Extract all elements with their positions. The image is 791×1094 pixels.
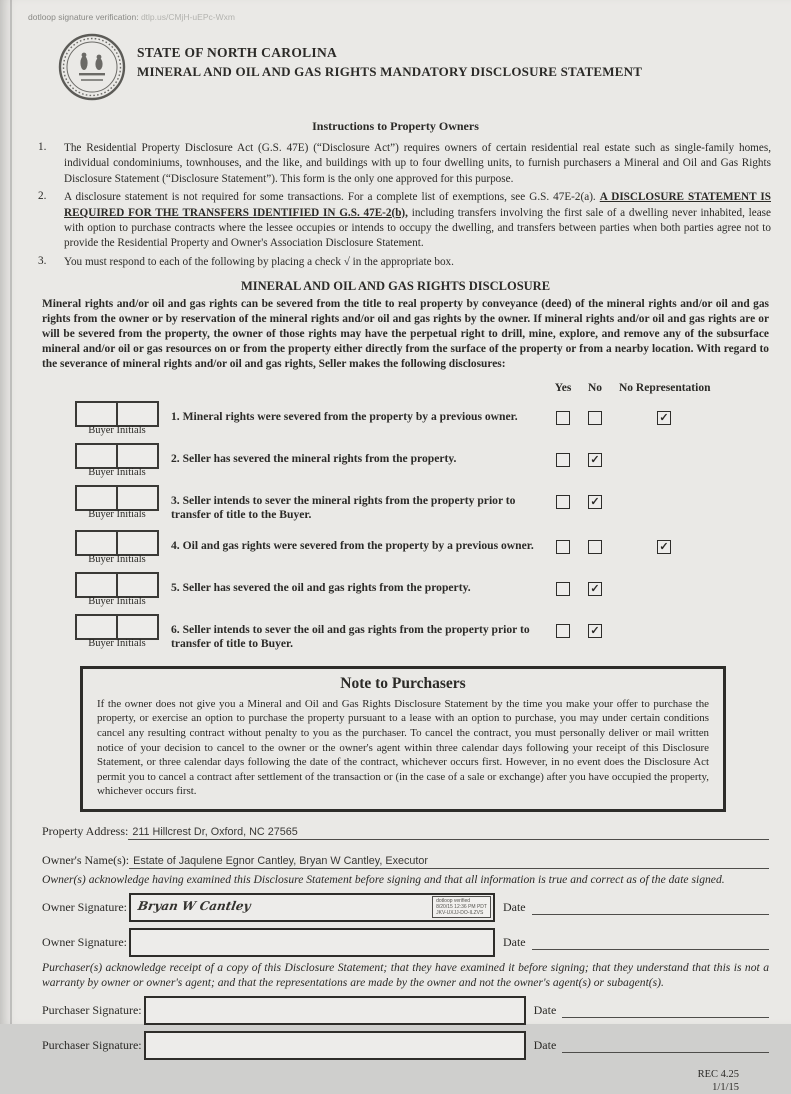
owners-names-row <box>42 853 769 869</box>
question-number: 2. <box>171 451 180 465</box>
instruction-item-1 <box>38 141 771 187</box>
buyer-initials-label: Buyer Initials <box>88 424 146 436</box>
owner-signature-row-2 <box>42 928 769 957</box>
buyer-initials-field[interactable] <box>75 443 159 478</box>
date-field[interactable] <box>562 1038 769 1053</box>
no-representation-checkbox[interactable]: ✓ <box>657 540 671 554</box>
question-number: 4. <box>171 538 180 552</box>
yes-checkbox[interactable] <box>556 582 570 596</box>
purchaser-acknowledgment-text: Purchaser(s) acknowledge receipt of a copy of this Disclosure Statement; that they have examined it before signing; that they understand that this is not a warranty by owner or owner's agent; and that the representations are made by the owner and not the owner's agent(s) or subagent(s). <box>42 961 769 989</box>
buyer-initials-label: Buyer Initials <box>88 595 146 607</box>
question-text <box>171 530 547 554</box>
date-label: Date <box>533 1038 557 1053</box>
stamp-line-3: JKV-UXJJ-DO-ILZVS <box>436 910 484 917</box>
owner-signature-label: Owner Signature: <box>42 935 127 950</box>
question-number: 3. <box>171 493 180 507</box>
no-checkbox[interactable] <box>588 411 602 425</box>
question-body: Seller intends to sever the mineral rights from the property prior to transfer of title to the Buyer. <box>171 493 516 522</box>
state-name: STATE OF NORTH CAROLINA <box>137 45 338 60</box>
purchaser-signature-row-2 <box>42 1031 769 1060</box>
owner-signature-field[interactable] <box>129 893 495 922</box>
dotloop-verification-line <box>0 0 791 22</box>
question-row-5 <box>75 572 771 607</box>
buyer-initials-box[interactable] <box>118 401 159 427</box>
no-checkbox[interactable] <box>588 540 602 554</box>
buyer-initials-boxes[interactable] <box>75 485 159 511</box>
no-checkbox[interactable]: ✓ <box>588 453 602 467</box>
buyer-initials-label: Buyer Initials <box>88 553 146 565</box>
property-address-label: Property Address: <box>42 823 129 838</box>
stamp-line-1: dotloop verified <box>436 898 471 905</box>
instruction-item-2 <box>38 190 771 252</box>
question-row-3 <box>75 485 771 523</box>
question-body: Mineral rights were severed from the property by a previous owner. <box>182 409 518 423</box>
question-text <box>171 401 547 425</box>
answer-columns-header <box>75 382 771 394</box>
buyer-initials-box[interactable] <box>118 443 159 469</box>
instruction-number: 1. <box>38 141 47 153</box>
question-text <box>171 572 547 596</box>
document-header <box>57 32 791 107</box>
no-checkbox[interactable]: ✓ <box>588 624 602 638</box>
stamp-line-2: 8/20/15 12:36 PM PDT <box>436 904 487 911</box>
owner-signature-label: Owner Signature: <box>42 900 127 915</box>
owner-signature-row-1 <box>42 893 769 922</box>
disclosure-body: Mineral rights and/or oil and gas rights can be severed from the title to real property by conveyance (deed) of the mineral rights and/or oil and gas rights from the owner or by reservation of the mineral rights and/or oil and gas rights by the owner. If mineral rights and/or oil and gas rights are or will be severed from the property, the owner of those rights may have the perpetual right to drill, mine, explore, and remove any of the subsurface mineral and/or oil or gas resources on or from the property either directly from the surface of the property or from a nearby location. With regard to the severance of mineral rights and/or oil and gas rights, Seller makes the following disclosures: <box>42 298 769 370</box>
question-number: 6. <box>171 622 180 636</box>
instruction-text-underlined: A DISCLOSURE STATEMENT IS REQUIRED FOR THE TRANSFERS IDENTIFIED IN G.S. 47E-2(b), <box>64 191 771 219</box>
date-field[interactable] <box>532 935 769 950</box>
buyer-initials-box[interactable] <box>75 485 118 511</box>
instruction-text-pre: A disclosure statement is not required for some transactions. For a complete list of exemptions, see G.S. 47E-2(a). <box>64 191 600 204</box>
buyer-initials-label: Buyer Initials <box>88 637 146 649</box>
purchaser-signature-field[interactable] <box>144 996 526 1025</box>
buyer-initials-box[interactable] <box>75 614 118 640</box>
verification-url: dtlp.us/CMjH-uEPc-Wxm <box>140 12 235 22</box>
disclosure-heading: MINERAL AND OIL AND GAS RIGHTS DISCLOSURE <box>240 279 551 294</box>
buyer-initials-box[interactable] <box>75 572 118 598</box>
owner-acknowledgment-text: Owner(s) acknowledge having examined this Disclosure Statement before signing and that all information is true and correct as of the date signed. <box>42 872 725 886</box>
question-row-1 <box>75 401 771 436</box>
instruction-text-post: including transfers involving the first sale of a dwelling never inhabited, lease with option to purchase contracts where the lessee occupies or intends to occupy the dwelling, and transfers between parties when both parties agree not to provide the Residential Property and Owner's Association Disclosure Statement. <box>64 206 772 250</box>
instructions-heading: Instructions to Property Owners <box>312 119 479 133</box>
buyer-initials-box[interactable] <box>75 443 118 469</box>
document-title: MINERAL AND OIL AND GAS RIGHTS MANDATORY DISCLOSURE STATEMENT <box>137 64 643 79</box>
no-representation-checkbox[interactable]: ✓ <box>657 411 671 425</box>
buyer-initials-field[interactable] <box>75 485 159 520</box>
question-row-4 <box>75 530 771 565</box>
question-body: Seller has severed the oil and gas rights from the property. <box>182 580 471 594</box>
buyer-initials-boxes[interactable] <box>75 443 159 469</box>
instruction-item-3 <box>38 255 771 270</box>
yes-checkbox[interactable] <box>556 495 570 509</box>
property-address-field[interactable]: 211 Hillcrest Dr, Oxford, NC 27565 <box>128 826 769 840</box>
question-number: 5. <box>171 580 180 594</box>
purchaser-signature-label: Purchaser Signature: <box>42 1038 142 1053</box>
purchaser-signature-field[interactable] <box>144 1031 526 1060</box>
note-heading: Note to Purchasers <box>340 674 466 692</box>
no-column-label: No <box>587 381 603 394</box>
buyer-initials-label: Buyer Initials <box>88 508 146 520</box>
instruction-text <box>64 255 771 270</box>
yes-checkbox[interactable] <box>556 540 570 554</box>
owner-signature-field[interactable] <box>129 928 495 957</box>
question-body: Seller has severed the mineral rights from the property. <box>182 451 457 465</box>
question-text <box>171 614 547 652</box>
scan-edge-artifact <box>10 0 12 1024</box>
question-body: Oil and gas rights were severed from the property by a previous owner. <box>182 538 534 552</box>
instruction-number: 2. <box>38 190 47 203</box>
owners-names-label: Owner's Name(s): <box>42 852 130 867</box>
buyer-initials-boxes[interactable] <box>75 572 159 598</box>
buyer-initials-label: Buyer Initials <box>88 466 146 478</box>
question-text <box>171 443 547 467</box>
form-code: REC 4.25 <box>697 1069 739 1081</box>
instruction-text-pre: You must respond to each of the following by placing a check √ in the appropriate box. <box>64 255 454 268</box>
date-label: Date <box>502 935 526 950</box>
property-address-row <box>42 824 769 840</box>
buyer-initials-boxes[interactable] <box>75 401 159 427</box>
question-row-6 <box>75 614 771 652</box>
no-checkbox[interactable]: ✓ <box>588 495 602 509</box>
date-label: Date <box>502 900 526 915</box>
buyer-initials-field[interactable] <box>75 614 159 649</box>
buyer-initials-boxes[interactable] <box>75 530 159 556</box>
instruction-number: 3. <box>38 254 47 267</box>
buyer-initials-field[interactable] <box>75 530 159 565</box>
form-revision-date: 1/1/15 <box>712 1082 739 1094</box>
buyer-initials-field[interactable] <box>75 572 159 607</box>
yes-checkbox[interactable] <box>556 624 570 638</box>
yes-column-label: Yes <box>554 381 572 394</box>
buyer-initials-box[interactable] <box>75 401 118 427</box>
question-body: Seller intends to sever the oil and gas rights from the property prior to transfer of title to Buyer. <box>171 622 530 651</box>
buyer-initials-field[interactable] <box>75 401 159 436</box>
date-field[interactable] <box>532 900 769 915</box>
buyer-initials-box[interactable] <box>118 572 159 598</box>
question-row-2 <box>75 443 771 478</box>
owners-names-field[interactable]: Estate of Jaqulene Egnor Cantley, Bryan W Cantley, Executor <box>129 855 769 869</box>
buyer-initials-box[interactable] <box>75 530 118 556</box>
no-representation-column-label: No Representation <box>619 381 711 394</box>
form-footer <box>0 1068 739 1094</box>
instruction-text <box>64 190 771 252</box>
buyer-initials-box[interactable] <box>118 485 159 511</box>
no-checkbox[interactable]: ✓ <box>588 582 602 596</box>
nc-state-seal-icon <box>57 32 127 107</box>
note-body: If the owner does not give you a Mineral and Oil and Gas Rights Disclosure Statement by the time you make your offer to purchase the property, or exercise an option to purchase the property pursuant to a lease with an option to purchase, you may under certain conditions cancel any resulting contract without penalty to you as the purchaser. To cancel the contract, you must personally deliver or mail written notice of your decision to cancel to the owner or the owner's agent within three calendar days following your receipt of this Disclosure Statement, or three calendar days following the date of the contract, whichever occurs first. However, in no event does the Disclosure Act permit you to cancel a contract after settlement of the transaction or (in the case of a sale or exchange) after you have occupied the property, whichever occurs first. <box>97 697 709 798</box>
dotloop-verified-stamp <box>432 896 491 918</box>
verification-label: dotloop signature verification: <box>28 12 139 22</box>
buyer-initials-boxes[interactable] <box>75 614 159 640</box>
instruction-text-pre: The Residential Property Disclosure Act (G.S. 47E) (“Disclosure Act”) requires owners of certain residential real estate such as single-family homes, individual condominiums, townhouses, and the like, and buildings with up to four dwelling units, to furnish purchasers a Mineral and Oil and Gas Rights Disclosure Statement (“Disclosure Statement”). This form is the only one approved for this purpose. <box>64 142 771 185</box>
yes-checkbox[interactable] <box>556 411 570 425</box>
purchaser-signature-row-1 <box>42 996 769 1025</box>
buyer-initials-box[interactable] <box>118 530 159 556</box>
header-titles <box>137 32 642 107</box>
instructions-list <box>38 141 771 270</box>
instruction-text <box>64 141 771 187</box>
question-text <box>171 485 547 523</box>
date-label: Date <box>533 1003 557 1018</box>
purchaser-signature-label: Purchaser Signature: <box>42 1003 142 1018</box>
note-to-purchasers-box <box>80 666 726 812</box>
buyer-initials-box[interactable] <box>118 614 159 640</box>
yes-checkbox[interactable] <box>556 453 570 467</box>
date-field[interactable] <box>562 1003 769 1018</box>
owner-signature-script: Bryan W Cantley <box>136 899 252 914</box>
question-number: 1. <box>171 409 180 423</box>
